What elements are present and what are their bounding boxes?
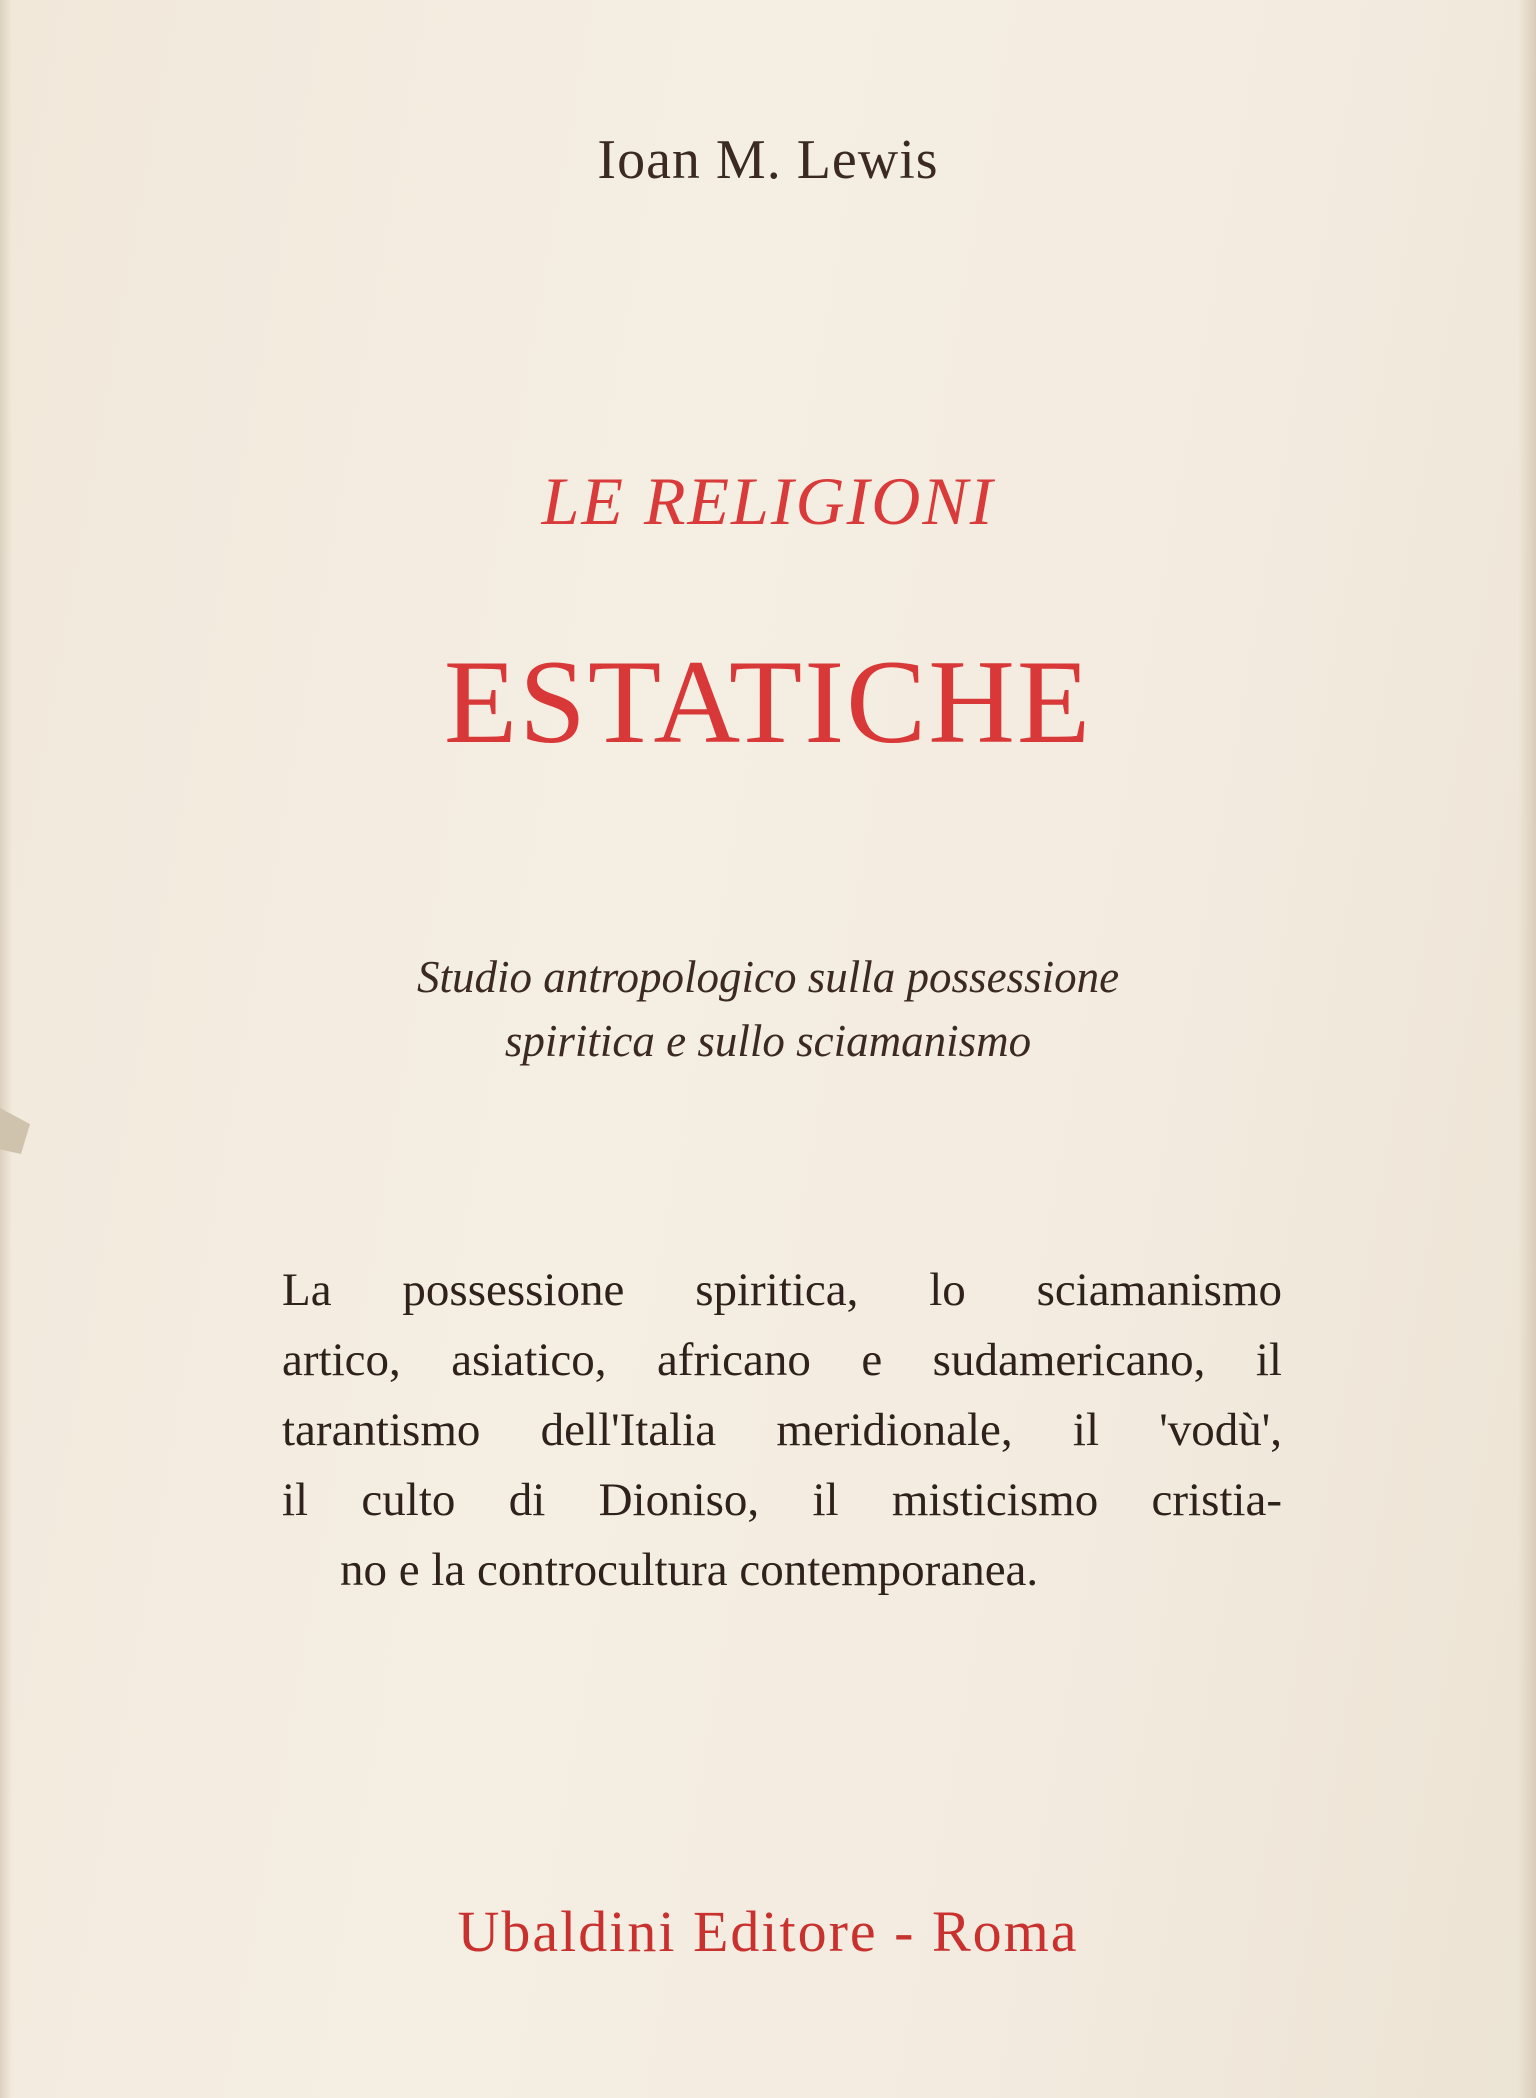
blurb-line-4: il culto di Dioniso, il misticismo cristia- <box>282 1474 1282 1526</box>
subtitle-line-1: Studio antropologico sulla possessione <box>416 952 1120 1002</box>
blurb-text <box>282 1255 1282 1605</box>
publisher-imprint: Ubaldini Editore - Roma <box>457 1899 1079 1964</box>
blurb-line-5: no e la controcultura contemporanea. <box>340 1544 1039 1596</box>
blurb-line-2: artico, asiatico, africano e sudamericano, il <box>282 1334 1282 1386</box>
blurb-line-3: tarantismo dell'Italia meridionale, il 'vodù', <box>282 1404 1282 1456</box>
blurb-line-1: La possessione spiritica, lo sciamanismo <box>282 1264 1282 1316</box>
book-title: ESTATICHE <box>443 635 1093 768</box>
subtitle-line-2: spiritica e sullo sciamanismo <box>504 1016 1032 1066</box>
series-title: LE RELIGIONI <box>541 463 995 539</box>
torn-corner-mark <box>0 1108 30 1154</box>
author-name: Ioan M. Lewis <box>597 129 939 191</box>
subtitle <box>0 945 1536 1073</box>
